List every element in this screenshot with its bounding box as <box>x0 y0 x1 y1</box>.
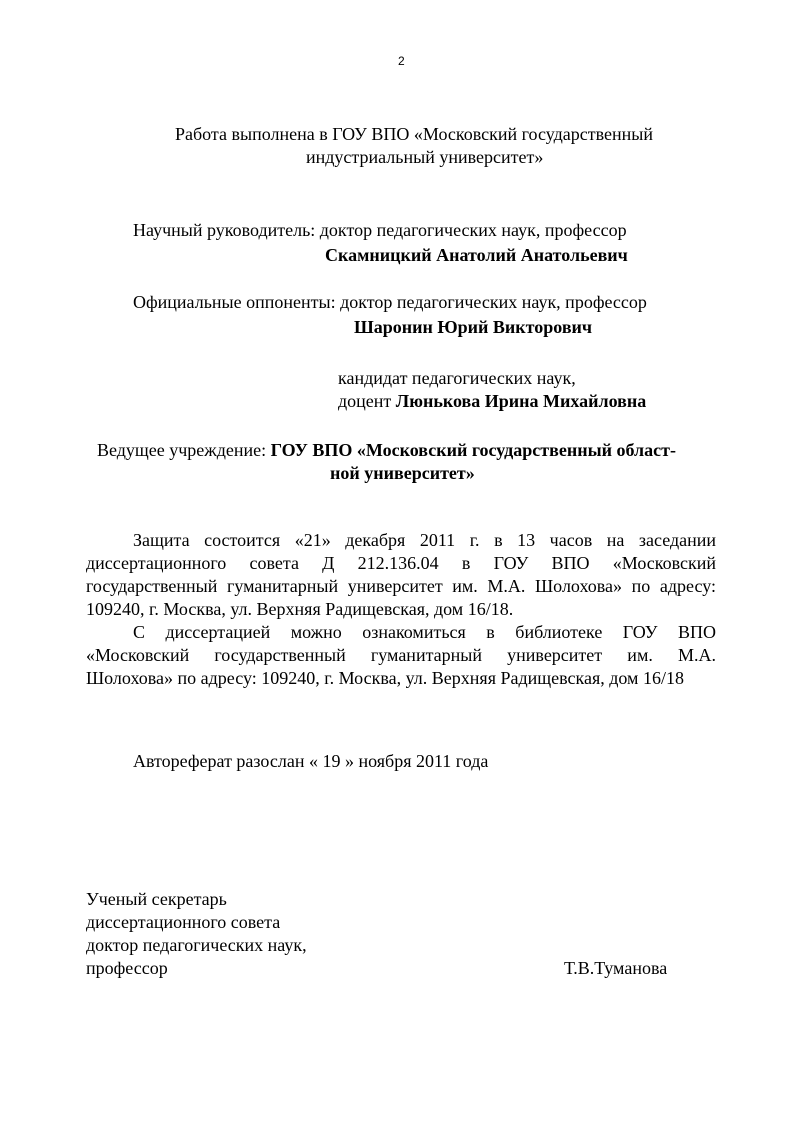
opponents-label: Официальные оппоненты: доктор педагогических наук, профессор <box>133 292 647 312</box>
library-line-2: «Московский государственный гуманитарный университет им. М.А. <box>86 645 716 665</box>
leading-org-name-2: ной университет» <box>330 463 475 483</box>
leading-org-label: Ведущее учреждение: <box>97 440 271 460</box>
supervisor-name: Скамницкий Анатолий Анатольевич <box>325 245 628 265</box>
leading-org-line-1 <box>97 439 676 462</box>
opponent-2-name: Люнькова Ирина Михайловна <box>395 391 647 411</box>
defense-paragraph <box>86 529 716 621</box>
library-line-3: Шолохова» по адресу: 109240, г. Москва, ул. Верхняя Радищевская, дом 16/18 <box>86 668 684 688</box>
opponent-2-title: кандидат педагогических наук, <box>338 368 576 388</box>
opponent-2-line <box>338 390 646 413</box>
secretary-name: Т.В.Туманова <box>564 958 668 978</box>
library-paragraph <box>86 621 716 690</box>
abstract-sent: Автореферат разослан « 19 » ноября 2011 года <box>133 751 489 771</box>
performed-at-line-2: индустриальный университет» <box>306 147 544 167</box>
leading-org-name-1: ГОУ ВПО «Московский государственный област- <box>270 440 676 460</box>
secretary-line-2: диссертационного совета <box>86 912 281 932</box>
performed-at-line-1: Работа выполнена в ГОУ ВПО «Московский государственный <box>175 124 654 144</box>
defense-line-4: 109240, г. Москва, ул. Верхняя Радищевская, дом 16/18. <box>86 599 514 619</box>
supervisor-label: Научный руководитель: доктор педагогических наук, профессор <box>133 220 627 240</box>
defense-line-1: Защита состоится «21» декабря 2011 г. в 13 часов на заседании <box>133 530 716 550</box>
secretary-line-3: доктор педагогических наук, <box>86 935 307 955</box>
page-number: 2 <box>398 54 405 68</box>
defense-line-3: государственный гуманитарный университет им. М.А. Шолохова» по адресу: <box>86 576 716 596</box>
opponent-1-name: Шаронин Юрий Викторович <box>354 317 593 337</box>
library-line-1: С диссертацией можно ознакомиться в библиотеке ГОУ ВПО <box>133 622 716 642</box>
opponent-2-prefix: доцент <box>338 391 396 411</box>
defense-line-2: диссертационного совета Д 212.136.04 в ГОУ ВПО «Московский <box>86 553 716 573</box>
secretary-line-1: Ученый секретарь <box>86 889 227 909</box>
secretary-line-4: профессор <box>86 958 168 978</box>
